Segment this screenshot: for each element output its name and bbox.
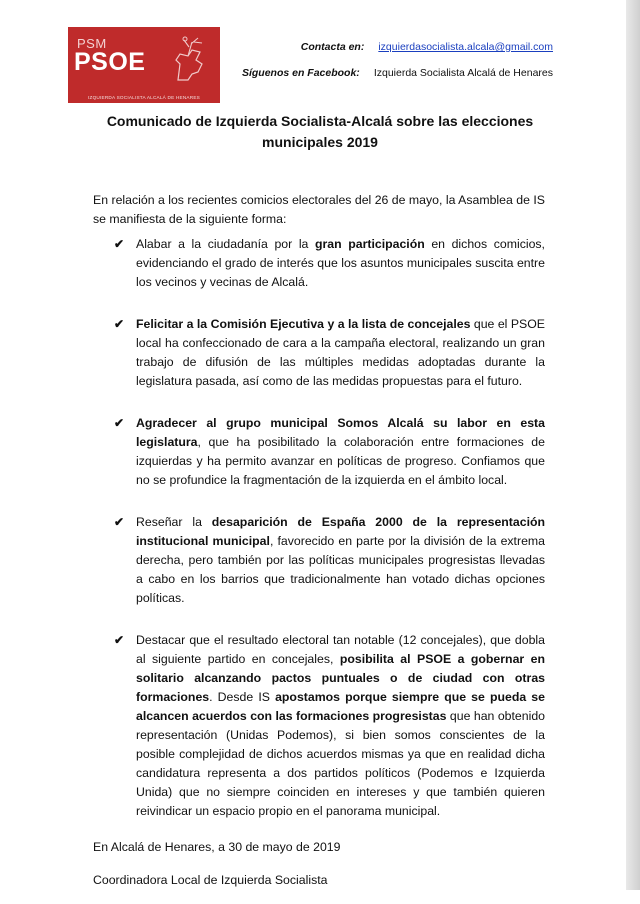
intro-paragraph: En relación a los recientes comicios electorales del 26 de mayo, la Asamblea de IS se manifiesta de la siguiente forma: (93, 193, 545, 226)
statement-bold-text: Agradecer al grupo municipal Somos Alcalá su labor en esta legislatura (136, 416, 545, 449)
statement-text: en dichos comicios, evidenciando el grado de interés que los asuntos municipales suscita entre los vecinos y vecinas de Alcalá. (136, 237, 545, 289)
contact-facebook-value: Izquierda Socialista Alcalá de Henares (373, 67, 553, 79)
contact-block (242, 34, 553, 86)
document-body (93, 191, 545, 904)
contact-email-label: Contacta en: (300, 41, 365, 53)
place-date: En Alcalá de Henares, a 30 de mayo de 2019 (93, 840, 341, 854)
checkmark-icon: ✔ (114, 317, 125, 331)
statement-item (93, 235, 545, 292)
contact-email-row (242, 34, 553, 60)
closing-block (93, 838, 545, 890)
psoe-logo (68, 27, 220, 103)
statement-text: , que ha posibilitado la colaboración entre formaciones de izquierdas y ha permito avanzar en políticas de progreso. Confiamos que no se profundice la fragmentación de la izquierda en el ámbito local. (136, 435, 545, 487)
checkmark-icon: ✔ (114, 515, 125, 529)
checkmark-icon: ✔ (114, 416, 125, 430)
statement-item (93, 414, 545, 490)
statement-text: Alabar a la ciudadanía por la (136, 237, 315, 251)
logo-tagline: IZQUIERDA SOCIALISTA ALCALÁ DE HENARES (88, 95, 200, 100)
statement-bold-text: gran participación (314, 237, 425, 251)
page-edge-shadow (626, 0, 640, 890)
statement-text: que han obtenido representación (Unidas Podemos), si bien somos conscientes de la posible complejidad de dichos acuerdos mismas ya que en realidad dicha candidatura representa a dos partidos políticos (Podemos e Izquierda Unida) que no siempre coinciden en intereses y que también quieren reivindicar un espacio propio en el panorama municipal. (136, 709, 545, 818)
logo-psm-text: PSM (77, 36, 107, 51)
statement-list (93, 235, 545, 821)
statement-text: Destacar que el resultado electoral tan notable (12 concejales), que dobla al siguiente partido en concejales, (136, 633, 545, 666)
statement-text: que el PSOE local ha confeccionado de cara a la campaña electoral, realizando un gran trabajo de difusión de las múltiples medidas adoptadas durante la legislatura pasada, así como de las medidas propuestas para el futuro. (136, 317, 545, 388)
statement-text: Reseñar la (136, 515, 212, 529)
statement-bold-text: desaparición de España 2000 de la representación institucional municipal (136, 515, 546, 548)
statement-item (93, 513, 545, 608)
statement-bold-text: posibilita al PSOE a gobernar en solitario alcanzando pactos puntuales o de ciudad con otras formaciones (136, 652, 545, 704)
signature: Coordinadora Local de Izquierda Socialista (93, 873, 328, 887)
statement-item (93, 631, 545, 821)
checkmark-icon: ✔ (114, 633, 125, 647)
statement-text: . Desde IS (209, 690, 276, 704)
contact-email-link[interactable]: izquierdasocialista.alcala@gmail.com (378, 41, 553, 53)
contact-facebook-row (242, 60, 553, 86)
document-title: Comunicado de Izquierda Socialista-Alcalá sobre las elecciones municipales 2019 (106, 113, 534, 150)
statement-bold-text: Felicitar a la Comisión Ejecutiva y a la lista de concejales (136, 317, 471, 331)
contact-facebook-label: Síguenos en Facebook: (241, 67, 360, 79)
logo-psoe-text: PSOE (74, 48, 146, 76)
rose-fist-emblem-icon (158, 30, 214, 86)
statement-item (93, 315, 545, 391)
statement-bold-text: apostamos porque siempre que se pueda se alcancen acuerdos con las formaciones progresistas (136, 690, 545, 723)
statement-text: , favorecido en parte por la división de la extrema derecha, pero también por las políticas municipales progresistas llevadas a cabo en los barrios que tradicionalmente han votado dichas opciones políticas. (136, 534, 545, 605)
checkmark-icon: ✔ (114, 237, 125, 251)
